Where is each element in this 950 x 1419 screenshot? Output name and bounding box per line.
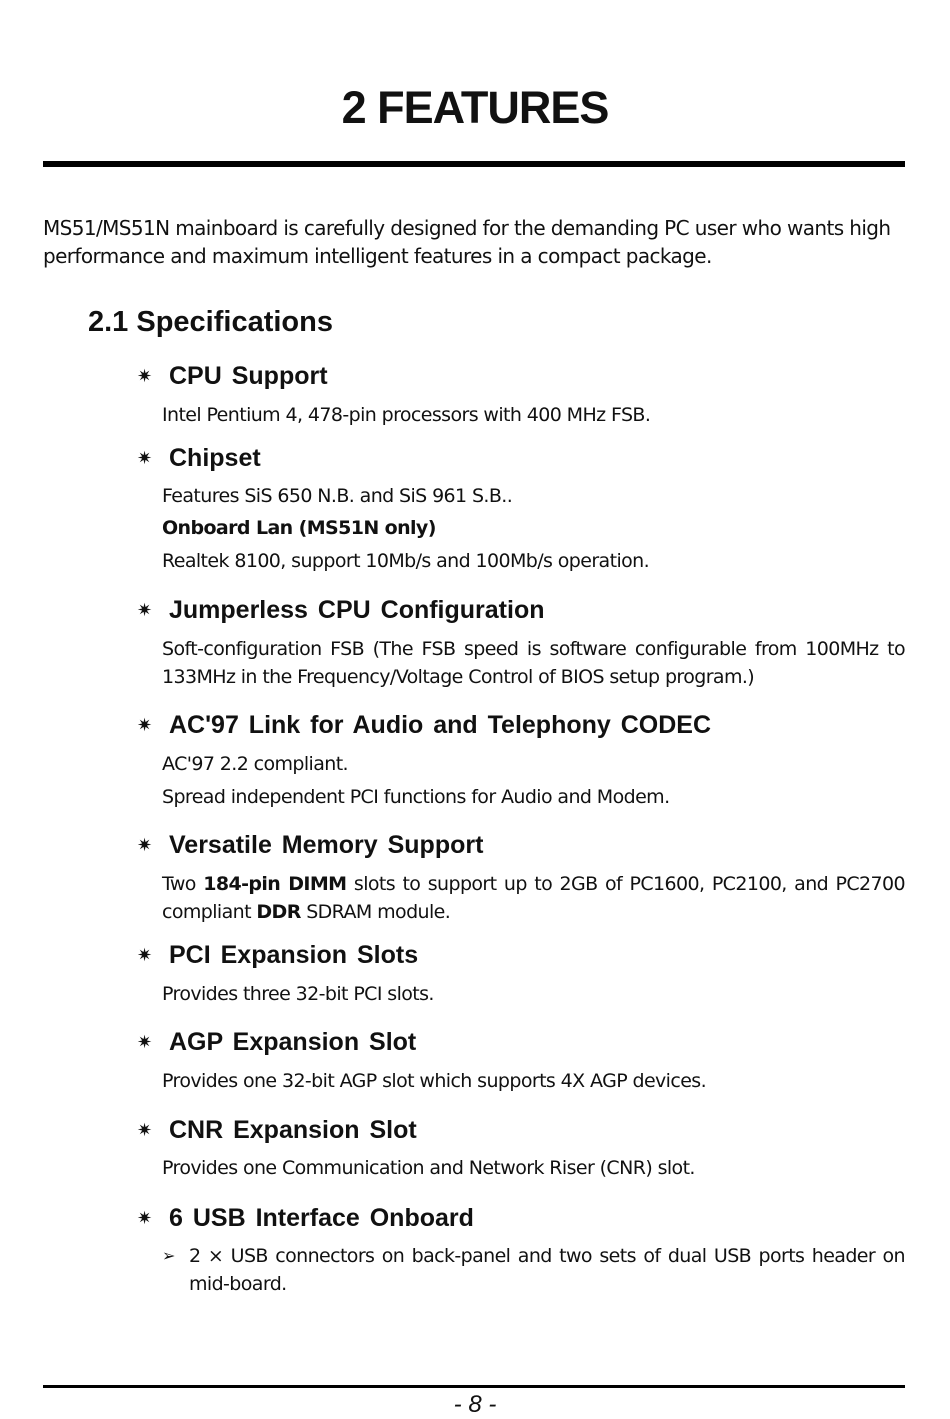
feature-title: PCI Expansion Slots xyxy=(169,941,419,969)
text-run: SDRAM module. xyxy=(300,901,451,923)
feature-text-pci: Provides three 32-bit PCI slots. xyxy=(162,983,434,1005)
feature-title: Versatile Memory Support xyxy=(169,831,484,859)
feature-text-chipset: Features SiS 650 N.B. and SiS 961 S.B.. xyxy=(162,485,513,507)
feature-title: AGP Expansion Slot xyxy=(169,1028,417,1056)
feature-text-memory xyxy=(162,870,905,926)
text-run-bold: 184-pin DIMM xyxy=(203,873,347,895)
feature-text-ac97-1: AC'97 2.2 compliant. xyxy=(162,753,348,775)
feature-heading-chipset xyxy=(137,444,261,473)
feature-title: Chipset xyxy=(169,444,261,472)
feature-text-ac97-2: Spread independent PCI functions for Audio and Modem. xyxy=(162,786,670,808)
asterisk-star-icon: ✷ xyxy=(137,599,153,621)
asterisk-star-icon: ✷ xyxy=(137,944,153,966)
feature-heading-usb xyxy=(137,1204,474,1233)
asterisk-star-icon: ✷ xyxy=(137,1119,153,1141)
bottom-divider xyxy=(43,1385,905,1388)
feature-heading-cnr xyxy=(137,1116,417,1145)
feature-heading-ac97 xyxy=(137,711,711,740)
asterisk-star-icon: ✷ xyxy=(137,447,153,469)
asterisk-star-icon: ✷ xyxy=(137,365,153,387)
asterisk-star-icon: ✷ xyxy=(137,834,153,856)
asterisk-star-icon: ✷ xyxy=(137,714,153,736)
feature-heading-memory xyxy=(137,831,483,860)
feature-heading-cpu xyxy=(137,362,328,391)
feature-title: AC'97 Link for Audio and Telephony CODEC xyxy=(169,711,712,739)
feature-title: CNR Expansion Slot xyxy=(169,1116,417,1144)
section-title: 2.1 Specifications xyxy=(88,306,333,338)
text-run: Two xyxy=(162,873,204,895)
feature-text-lan: Realtek 8100, support 10Mb/s and 100Mb/s operation. xyxy=(162,550,650,572)
feature-title: 6 USB Interface Onboard xyxy=(169,1204,474,1232)
asterisk-star-icon: ✷ xyxy=(137,1031,153,1053)
text-run-bold: DDR xyxy=(256,901,301,923)
feature-title: Jumperless CPU Configuration xyxy=(169,596,545,624)
feature-text-agp: Provides one 32-bit AGP slot which supports 4X AGP devices. xyxy=(162,1070,707,1092)
list-item-usb xyxy=(162,1242,905,1298)
arrowhead-bullet-icon: ➢ xyxy=(162,1246,175,1265)
feature-heading-agp xyxy=(137,1028,416,1057)
intro-paragraph: MS51/MS51N mainboard is carefully designed for the demanding PC user who wants high performance and maximum intelligent features in a compact package. xyxy=(43,216,891,268)
feature-text-cpu: Intel Pentium 4, 478-pin processors with 400 MHz FSB. xyxy=(162,404,651,426)
asterisk-star-icon: ✷ xyxy=(137,1207,153,1229)
feature-title: CPU Support xyxy=(169,362,328,390)
feature-heading-pci xyxy=(137,941,418,970)
page-number: - 8 - xyxy=(453,1391,497,1418)
list-item-text: 2 × USB connectors on back-panel and two sets of dual USB ports header on mid-board. xyxy=(189,1245,905,1295)
feature-text-cnr: Provides one Communication and Network Riser (CNR) slot. xyxy=(162,1157,695,1179)
chapter-title: 2 FEATURES xyxy=(341,82,609,133)
subheading-onboard-lan: Onboard Lan (MS51N only) xyxy=(162,517,436,539)
feature-heading-jumperless xyxy=(137,596,545,625)
text-run: slots to support up to 2GB of PC1600, PC2100, and PC2700 compliant xyxy=(162,873,905,923)
top-divider xyxy=(43,161,905,167)
feature-text-jumperless: Soft-configuration FSB (The FSB speed is software configurable from 100MHz to 133MHz in the Frequency/Voltage Control of BIOS setup program.) xyxy=(162,638,905,688)
